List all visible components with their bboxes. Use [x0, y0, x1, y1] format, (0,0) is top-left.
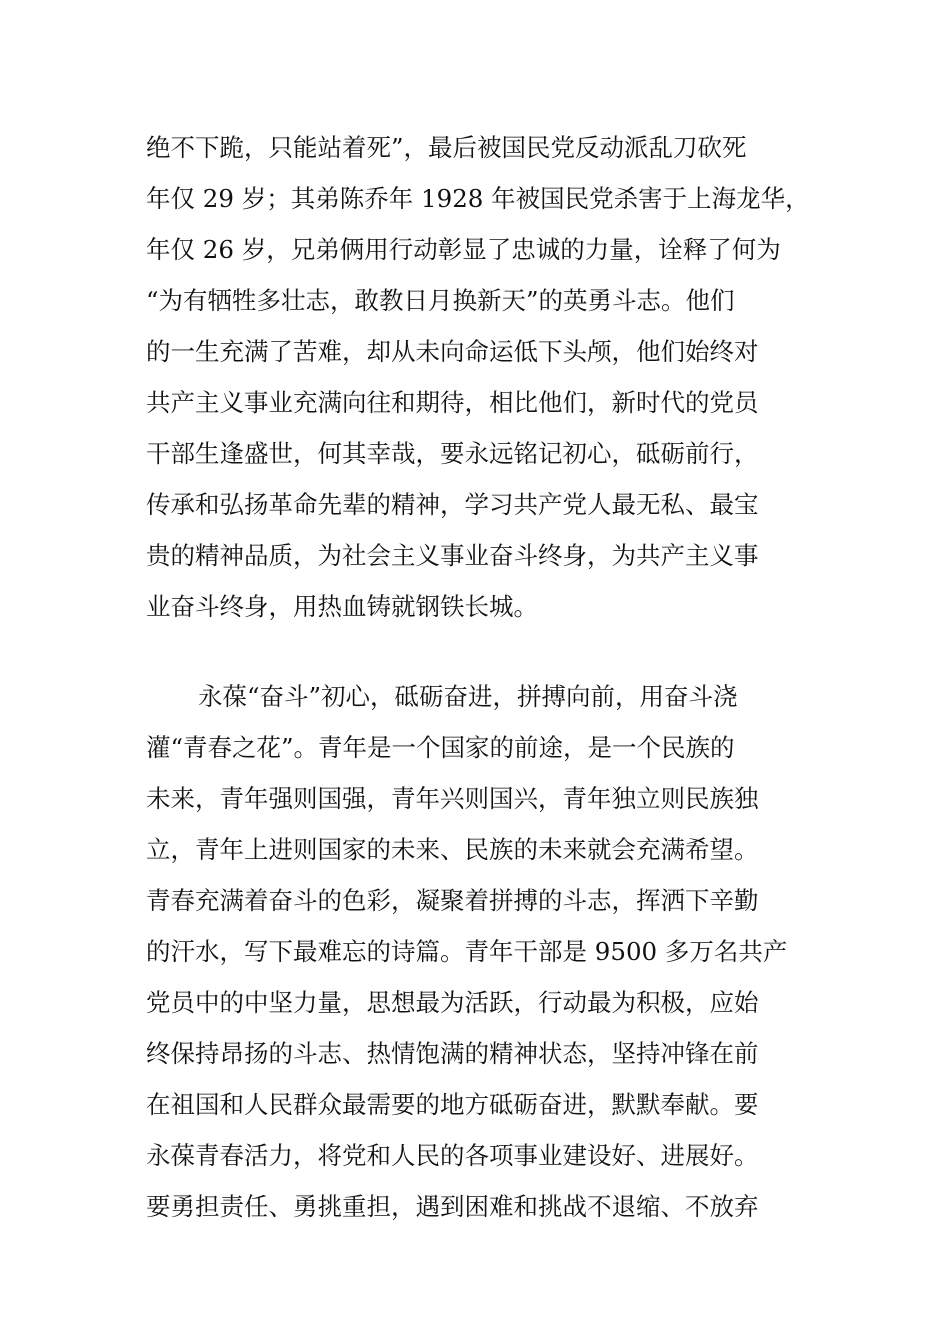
paragraph-first-line: 永葆“奋斗”初心，砥砺奋进，拼搏向前，用奋斗浇	[198, 682, 738, 711]
paragraph-line: 贵的精神品质，为社会主义事业奋斗终身，为共产主义事	[146, 541, 759, 570]
paragraph-line: “为有牺牲多壮志，敢教日月换新天”的英勇斗志。他们	[146, 286, 735, 315]
paragraph-line: 传承和弘扬革命先辈的精神，学习共产党人最无私、最宝	[146, 490, 759, 519]
paragraph-line: 灌“青春之花”。青年是一个国家的前途，是一个民族的	[146, 733, 735, 762]
paragraph-line: 的一生充满了苦难，却从未向命运低下头颅，他们始终对	[146, 337, 759, 366]
paragraph-line: 的汗水，写下最难忘的诗篇。青年干部是 9500 多万名共产	[146, 937, 788, 966]
paragraph-2	[146, 671, 810, 1232]
paragraph-line: 干部生逢盛世，何其幸哉，要永远铭记初心，砥砺前行，	[146, 439, 759, 468]
paragraph-line: 终保持昂扬的斗志、热情饱满的精神状态，坚持冲锋在前	[146, 1039, 759, 1068]
paragraph-line: 业奋斗终身，用热血铸就钢铁长城。	[146, 592, 538, 621]
paragraph-line: 要勇担责任、勇挑重担，遇到困难和挑战不退缩、不放弃	[146, 1192, 759, 1221]
paragraph-line: 永葆青春活力，将党和人民的各项事业建设好、进展好。	[146, 1141, 759, 1170]
paragraph-line: 党员中的中坚力量，思想最为活跃，行动最为积极，应始	[146, 988, 759, 1017]
paragraph-line: 共产主义事业充满向往和期待，相比他们，新时代的党员	[146, 388, 759, 417]
paragraph-line: 在祖国和人民群众最需要的地方砥砺奋进，默默奉献。要	[146, 1090, 759, 1119]
paragraph-line: 立，青年上进则国家的未来、民族的未来就会充满希望。	[146, 835, 759, 864]
paragraph-line: 未来，青年强则国强，青年兴则国兴，青年独立则民族独	[146, 784, 759, 813]
paragraph-1	[146, 122, 810, 632]
paragraph-line: 年仅 29 岁；其弟陈乔年 1928 年被国民党杀害于上海龙华，	[146, 184, 810, 213]
paragraph-line: 青春充满着奋斗的色彩，凝聚着拼搏的斗志，挥洒下辛勤	[146, 886, 759, 915]
paragraph-line: 绝不下跪，只能站着死”，最后被国民党反动派乱刀砍死	[146, 133, 747, 162]
paragraph-line: 年仅 26 岁，兄弟俩用行动彰显了忠诚的力量，诠释了何为	[146, 235, 781, 264]
